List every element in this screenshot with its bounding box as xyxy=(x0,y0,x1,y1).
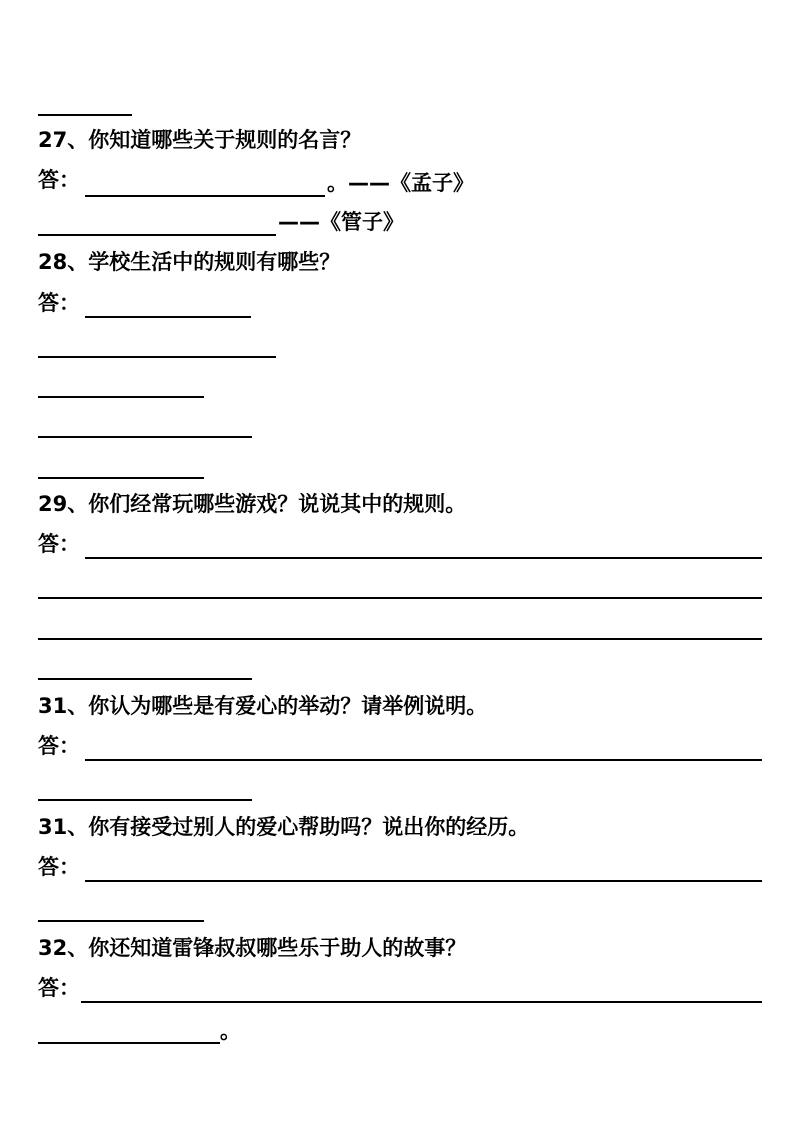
answer-28-blank-2[interactable] xyxy=(38,356,276,358)
quote-source-mengzi: 。——《孟子》 xyxy=(327,171,474,195)
answer-28-blank-1[interactable] xyxy=(85,316,251,318)
answer-31b-blank-1[interactable] xyxy=(85,880,762,882)
answer-label-28: 答： xyxy=(38,291,80,315)
answer-28-blank-4[interactable] xyxy=(38,436,252,438)
answer-29-blank-3[interactable] xyxy=(38,638,762,640)
answer-29-blank-1[interactable] xyxy=(85,557,762,559)
top-divider-line xyxy=(38,114,132,116)
answer-29-blank-4[interactable] xyxy=(38,678,252,680)
question-31b: 31、你有接受过别人的爱心帮助吗？说出你的经历。 xyxy=(38,815,530,839)
answer-28-blank-5[interactable] xyxy=(38,477,204,479)
question-28: 28、学校生活中的规则有哪些？ xyxy=(38,250,341,274)
quote-source-guanzi: ——《管子》 xyxy=(278,210,404,234)
question-27: 27、你知道哪些关于规则的名言？ xyxy=(38,128,362,152)
answer-label-31a: 答： xyxy=(38,734,80,758)
question-32: 32、你还知道雷锋叔叔哪些乐于助人的故事？ xyxy=(38,936,467,960)
answer-29-blank-2[interactable] xyxy=(38,597,762,599)
answer-27-blank-2[interactable] xyxy=(38,234,276,236)
answer-31a-blank-2[interactable] xyxy=(38,799,252,801)
answer-label-29: 答： xyxy=(38,532,80,556)
answer-32-blank-2[interactable] xyxy=(38,1042,220,1044)
answer-label-27: 答： xyxy=(38,168,80,192)
answer-31b-blank-2[interactable] xyxy=(38,920,204,922)
answer-32-blank-1[interactable] xyxy=(81,1001,762,1003)
answer-31a-blank-1[interactable] xyxy=(85,759,762,761)
question-31a: 31、你认为哪些是有爱心的举动？请举例说明。 xyxy=(38,694,488,718)
answer-27-blank-1[interactable] xyxy=(85,195,325,197)
answer-28-blank-3[interactable] xyxy=(38,396,204,398)
answer-label-31b: 答： xyxy=(38,855,80,879)
answer-label-32: 答： xyxy=(38,976,80,1000)
question-29: 29、你们经常玩哪些游戏？说说其中的规则。 xyxy=(38,492,467,516)
answer-32-end-mark: 。 xyxy=(220,1019,241,1043)
